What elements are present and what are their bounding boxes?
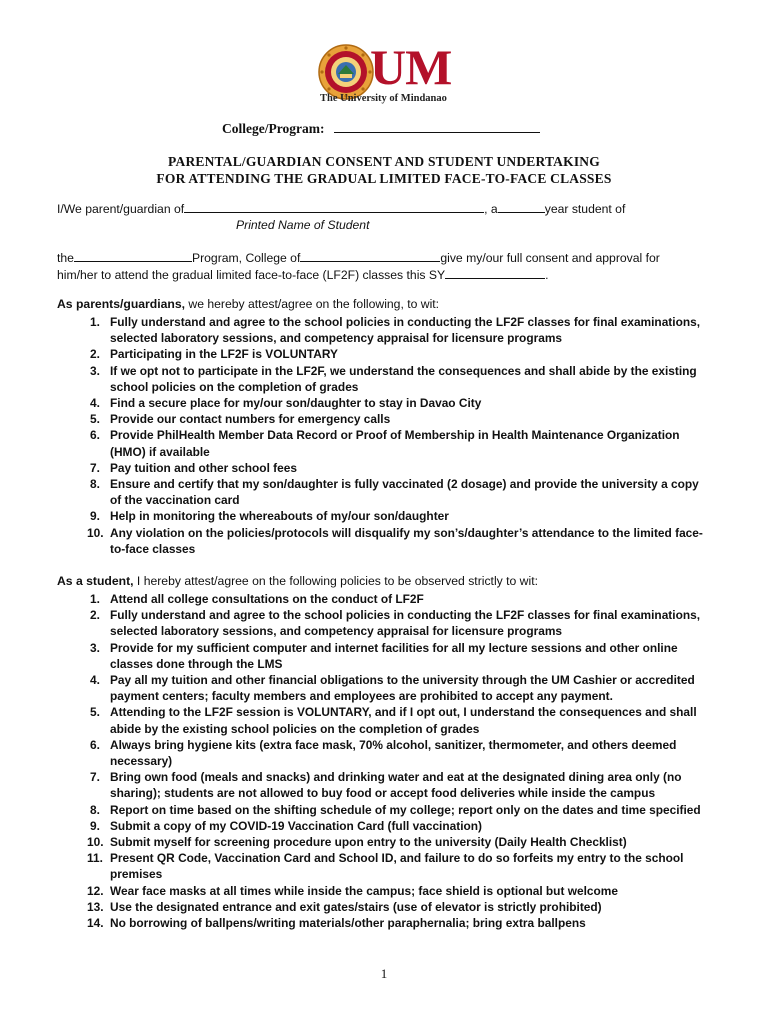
list-item-number: 3. [90,640,100,655]
list-item-number: 3. [90,363,100,378]
list-item-number: 5. [90,412,100,427]
list-item-number: 8. [90,477,100,492]
parents-item [57,363,705,395]
list-item-text: Provide for my sufficient computer and internet facilities for all my lecture sessions and other online classes done through the LMS [110,640,678,671]
student-item [57,672,705,704]
college-blank[interactable] [300,250,440,262]
list-item-text: Participating in the LF2F is VOLUNTARY [110,347,338,362]
intro-text: year student of [544,202,626,216]
student-item [57,883,705,899]
program-blank[interactable] [74,250,192,262]
student-heading-bold: As a student, [57,574,134,588]
printed-name-caption: Printed Name of Student [236,218,370,232]
parents-item [57,314,705,346]
list-item-text: Provide PhilHealth Member Data Record or Proof of Membership in Health Maintenance Organization (HMO) if available [110,428,680,459]
parents-obligations-list [57,314,705,557]
intro-text: give my/our full consent and approval for [440,251,660,265]
student-item [57,850,705,882]
list-item-number: 13. [87,899,104,914]
list-item-number: 4. [90,673,100,688]
year-level-blank[interactable] [498,201,545,213]
parents-item [57,411,705,427]
logo-wordmark: UM [370,39,452,95]
parents-item [57,508,705,524]
list-item-text: Present QR Code, Vaccination Card and School ID, and failure to do so forfeits my entry to the school premises [110,851,684,882]
list-item-number: 7. [90,770,100,785]
parents-item [57,395,705,411]
intro-line-3 [57,267,707,283]
intro-text: . [545,268,549,282]
list-item-text: No borrowing of ballpens/writing materials/other paraphernalia; bring extra ballpens [110,916,586,931]
parents-item [57,476,705,508]
list-item-number: 6. [90,428,100,443]
intro-text: him/her to attend the gradual limited face-to-face (LF2F) classes this SY [57,268,446,282]
page-number: 1 [380,966,388,981]
list-item-number: 7. [90,460,100,475]
list-item-text: Attending to the LF2F session is VOLUNTARY, and if I opt out, I understand the consequences and shall abide by the existing school policies on the completion of grades [110,705,697,736]
student-name-blank[interactable] [184,201,484,213]
list-item-number: 10. [87,525,104,540]
list-item-number: 9. [90,818,100,833]
list-item-number: 1. [90,592,100,606]
parents-item [57,525,705,557]
student-item [57,640,705,672]
list-item-text: Find a secure place for my/our son/daughter to stay in Davao City [110,396,482,411]
list-item-text: Submit a copy of my COVID-19 Vaccination Card (full vaccination) [110,818,482,833]
list-item-number: 4. [90,396,100,411]
student-item [57,591,705,607]
parents-item [57,346,705,362]
parents-item [57,427,705,459]
list-item-number: 9. [90,509,100,524]
student-item [57,802,705,818]
parents-section-heading [57,297,439,311]
intro-text: I/We parent/guardian of [57,202,185,216]
intro-text: , a [484,202,498,216]
list-item-number: 8. [90,802,100,817]
school-year-blank[interactable] [445,267,545,279]
list-item-text: Fully understand and agree to the school policies in conducting the LF2F classes for final examinations, selected laboratory sessions, and competency appraisal for licensure programs [110,315,701,346]
student-obligations-list [57,591,705,931]
list-item-number: 11. [87,851,103,866]
college-program-label: College/Program: [222,121,325,136]
student-item [57,737,705,769]
student-item [57,834,705,850]
student-item [57,818,705,834]
list-item-text: Bring own food (meals and snacks) and drinking water and eat at the designated dining area only (no sharing); students are not allowed to buy food or accept food deliveries while inside the campus [110,770,682,801]
student-section-heading [57,574,538,588]
college-program-field [222,121,540,137]
list-item-number: 1. [90,315,100,329]
list-item-number: 5. [90,705,100,720]
list-item-text: Fully understand and agree to the school policies in conducting the LF2F classes for final examinations, selected laboratory sessions, and competency appraisal for licensure programs [110,608,701,639]
student-item [57,899,705,915]
logo-subtitle: The University of Mindanao [320,93,447,104]
list-item-text: Pay tuition and other school fees [110,460,297,475]
list-item-text: Report on time based on the shifting schedule of my college; report only on the dates and time specified [110,802,701,817]
list-item-text: If we opt not to participate in the LF2F, we understand the consequences and shall abide by the existing school policies on the completion of grades [110,363,697,394]
list-item-number: 6. [90,737,100,752]
list-item-text: Ensure and certify that my son/daughter is fully vaccinated (2 dosage) and provide the university a copy of the vaccination card [110,477,699,508]
university-logo [318,39,478,106]
intro-text: Program, College of [191,251,301,265]
parents-item [57,460,705,476]
list-item-text: Always bring hygiene kits (extra face mask, 70% alcohol, sanitizer, thermometer, and others deemed necessary) [110,737,677,769]
list-item-text: Help in monitoring the whereabouts of my/our son/daughter [110,509,449,524]
student-item [57,704,705,736]
list-item-text: Provide our contact numbers for emergency calls [110,412,391,427]
list-item-number: 10. [87,835,104,850]
list-item-number: 14. [87,916,104,931]
list-item-text: Any violation on the policies/protocols will disqualify my son’s/daughter’s attendance to the limited face-to-face classes [110,525,703,556]
parents-heading-bold: As parents/guardians, [57,297,186,311]
list-item-text: Wear face masks at all times while inside the campus; face shield is optional but welcome [110,883,618,898]
student-heading-text: I hereby attest/agree on the following policies to be observed strictly to wit: [133,574,538,588]
document-title-line-2: FOR ATTENDING THE GRADUAL LIMITED FACE-TO-FACE CLASSES [156,171,612,186]
student-item [57,769,705,801]
university-seal-icon [318,44,374,100]
list-item-number: 2. [90,347,100,362]
intro-line-2 [57,250,707,266]
student-item [57,915,705,931]
list-item-number: 12. [87,883,104,898]
intro-line-1 [57,201,707,217]
list-item-text: Pay all my tuition and other financial obligations to the university through the UM Cashier or accredited payment centers; faculty members and employees are prohibited to accept any payment. [110,673,695,704]
list-item-text: Submit myself for screening procedure upon entry to the university (Daily Health Checklist) [110,835,627,850]
student-item [57,607,705,639]
intro-text: the [57,251,74,265]
list-item-number: 2. [90,608,100,623]
list-item-text: Attend all college consultations on the conduct of LF2F [110,592,424,606]
college-program-blank[interactable] [334,121,540,133]
list-item-text: Use the designated entrance and exit gates/stairs (use of elevator is strictly prohibited) [110,899,602,914]
document-title-line-1: PARENTAL/GUARDIAN CONSENT AND STUDENT UNDERTAKING [168,154,600,169]
parents-heading-text: we hereby attest/agree on the following, to wit: [185,297,440,311]
